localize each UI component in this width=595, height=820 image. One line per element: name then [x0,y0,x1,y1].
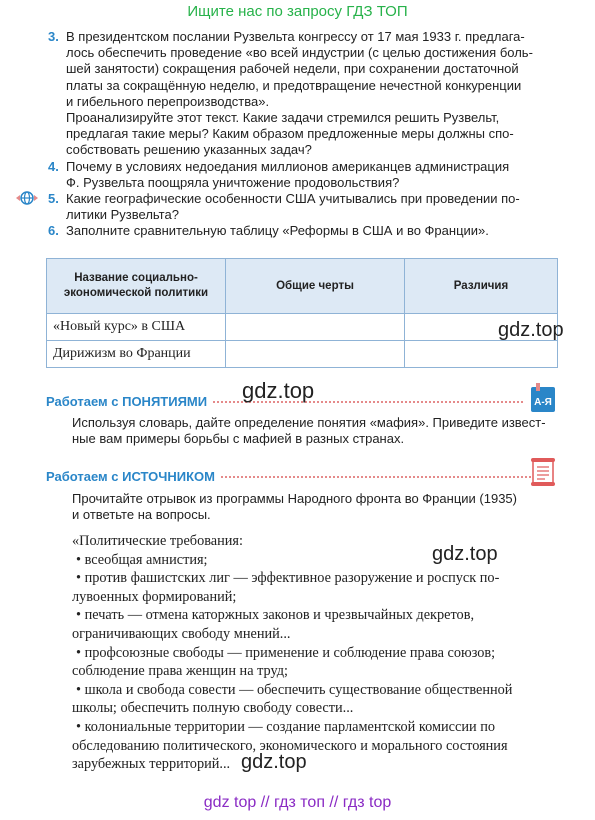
column-header: Название социально-экономической политики [47,259,226,314]
footer: gdz top // гдз топ // гдз top [203,794,392,811]
table-cell [226,314,405,341]
question-5 [20,191,560,223]
table-cell [405,341,558,368]
dictionary-icon [530,383,556,413]
question-text: В президентском послании Рузвельта конгрессу от 17 мая 1933 г. предлага- лось обеспечить проведение «во всей индустрии (с целью достижения боль- шей занятости) сокращения рабочей недели, при сохранении достаточной платы за сокращённую неделю, и предотвращение нечестной конкуренции и гибельного перепроизводства». Проанализируйте этот текст. Какие задачи стремился решить Рузвельт, предлагая такие меры? Каким образом предложенные меры должны спо- собствовать решению указанных задач? [66,29,533,158]
comparison-table [46,258,558,368]
table-cell: Дирижизм во Франции [47,341,226,368]
question-3 [20,29,560,159]
source-label: Работаем с ИСТОЧНИКОМ [46,469,215,484]
table-header-row [47,259,558,314]
question-6 [20,223,560,239]
top-banner: Ищите нас по запросу ГДЗ ТОП [187,3,408,20]
question-number: 6. [48,223,59,239]
watermark: gdz.top [498,319,564,341]
question-number: 4. [48,158,59,174]
scroll-document-icon [530,457,556,487]
watermark: gdz.top [242,378,315,403]
table-row [47,314,558,341]
source-intro: Прочитайте отрывок из программы Народного фронта во Франции (1935) и ответьте на вопросы. [72,491,517,523]
question-4 [20,159,560,191]
question-number: 5. [48,191,59,207]
question-number: 3. [48,29,59,44]
column-header: Различия [405,259,558,314]
source-heading [46,469,539,484]
watermark: gdz.top [432,543,498,565]
table-row [47,341,558,368]
table-cell: «Новый курс» в США [47,314,226,341]
column-header: Общие черты [226,259,405,314]
concepts-text: Используя словарь, дайте определение понятия «мафия». Приведите извест- ные вам примеры борьбы с мафией в разных странах. [72,415,546,447]
question-text: Заполните сравнительную таблицу «Реформы в США и во Франции». [66,223,489,239]
question-text: Какие географические особенности США учитывались при проведении по- литики Рузвельта? [66,191,520,223]
question-text: Почему в условиях недоедания миллионов американцев администрация Ф. Рузвельта поощряла уничтожение продовольствия? [66,158,510,190]
divider [221,476,539,478]
concepts-label: Работаем с ПОНЯТИЯМИ [46,394,208,409]
table-cell [226,341,405,368]
badge-text: А-Я [534,397,552,408]
watermark: gdz.top [241,751,307,773]
globe-icon [16,189,38,207]
source-excerpt: «Политические требования: • всеобщая амнистия; • против фашистских лиг — эффективное разоружение и роспуск по- лувоенных формирований; • печать — отмена каторжных законов и чрезвычайных декретов, ограничивающих свободу мнений... • профсоюзные свободы — применение и соблюдение права союзов; соблюдение права женщин на труд; • школа и свобода совести — обеспечить существование общественной школы; обеспечить полную свободу совести... • колониальные территории — создание парламентской комиссии по обследованию политического, экономического и морального состояния зарубежных территорий... [72,533,513,773]
question-list [20,29,560,240]
